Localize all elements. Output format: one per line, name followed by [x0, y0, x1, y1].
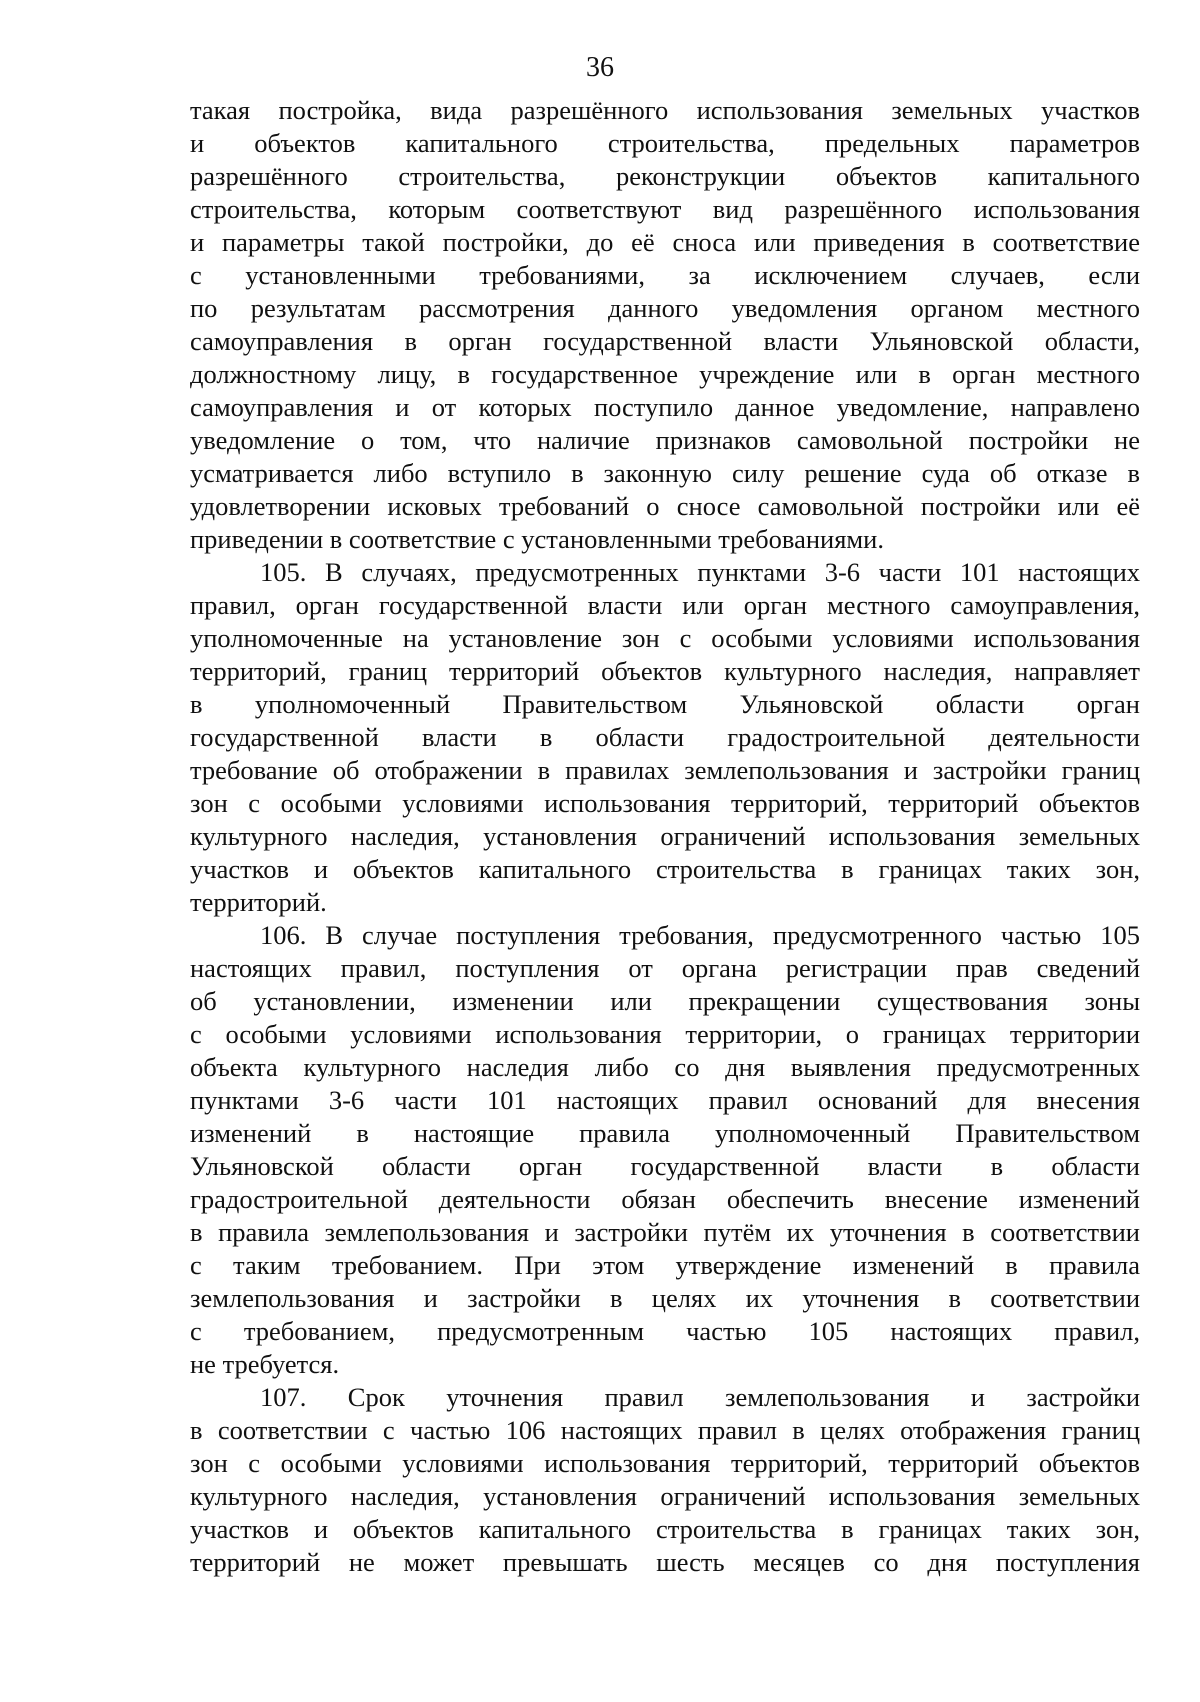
text-line: градостроительной деятельности обязан обеспечить внесение изменений	[190, 1184, 1140, 1214]
text-line: зон с особыми условиями использования территорий, территорий объектов	[190, 1448, 1140, 1478]
text-line: по результатам рассмотрения данного уведомления органом местного	[190, 293, 1140, 323]
text-line: с таким требованием. При этом утверждение изменений в правила	[190, 1250, 1140, 1280]
text-line: строительства, которым соответствуют вид разрешённого использования	[190, 194, 1140, 224]
text-line: и объектов капитального строительства, предельных параметров	[190, 128, 1140, 158]
text-line: культурного наследия, установления ограничений использования земельных	[190, 821, 1140, 851]
text-line: 105. В случаях, предусмотренных пунктами 3-6 части 101 настоящих	[260, 557, 1140, 587]
text-line: Ульяновской области орган государственной власти в области	[190, 1151, 1140, 1181]
text-line: в правила землепользования и застройки путём их уточнения в соответствии	[190, 1217, 1140, 1247]
text-line: с особыми условиями использования территории, о границах территории	[190, 1019, 1140, 1049]
paragraph-105	[190, 556, 1140, 919]
text-line: территорий не может превышать шесть месяцев со дня поступления	[190, 1547, 1140, 1577]
text-line: культурного наследия, установления ограничений использования земельных	[190, 1481, 1140, 1511]
text-line: не требуется.	[190, 1349, 340, 1379]
page-number: 36	[586, 52, 614, 83]
text-line: и параметры такой постройки, до её сноса или приведения в соответствие	[190, 227, 1140, 257]
text-line: приведении в соответствие с установленными требованиями.	[190, 524, 884, 554]
text-line: уведомление о том, что наличие признаков самовольной постройки не	[190, 425, 1140, 455]
text-line: самоуправления и от которых поступило данное уведомление, направлено	[190, 392, 1140, 422]
text-line: землепользования и застройки в целях их уточнения в соответствии	[190, 1283, 1140, 1313]
text-line: настоящих правил, поступления от органа регистрации прав сведений	[190, 953, 1140, 983]
text-line: должностному лицу, в государственное учреждение или в орган местного	[190, 359, 1140, 389]
paragraph-107	[190, 1381, 1140, 1579]
paragraph-continuation	[190, 94, 1140, 556]
text-line: изменений в настоящие правила уполномоченный Правительством	[190, 1118, 1140, 1148]
text-line: пунктами 3-6 части 101 настоящих правил оснований для внесения	[190, 1085, 1140, 1115]
text-line: самоуправления в орган государственной власти Ульяновской области,	[190, 326, 1140, 356]
paragraph-106	[190, 919, 1140, 1381]
text-line: удовлетворении исковых требований о сносе самовольной постройки или её	[190, 491, 1140, 521]
text-line: государственной власти в области градостроительной деятельности	[190, 722, 1140, 752]
text-line: участков и объектов капитального строительства в границах таких зон,	[190, 854, 1140, 884]
document-body	[190, 94, 1140, 1579]
text-line: в соответствии с частью 106 настоящих правил в целях отображения границ	[190, 1415, 1140, 1445]
text-line: требование об отображении в правилах землепользования и застройки границ	[190, 755, 1140, 785]
text-line: 107. Срок уточнения правил землепользования и застройки	[260, 1382, 1140, 1412]
text-line: с требованием, предусмотренным частью 105 настоящих правил,	[190, 1316, 1140, 1346]
text-line: 106. В случае поступления требования, предусмотренного частью 105	[260, 920, 1140, 950]
text-line: объекта культурного наследия либо со дня выявления предусмотренных	[190, 1052, 1140, 1082]
text-line: такая постройка, вида разрешённого использования земельных участков	[190, 95, 1140, 125]
text-line: территорий, границ территорий объектов культурного наследия, направляет	[190, 656, 1140, 686]
text-line: об установлении, изменении или прекращении существования зоны	[190, 986, 1140, 1016]
text-line: территорий.	[190, 887, 327, 917]
text-line: с установленными требованиями, за исключением случаев, если	[190, 260, 1140, 290]
text-line: в уполномоченный Правительством Ульяновской области орган	[190, 689, 1140, 719]
text-line: разрешённого строительства, реконструкции объектов капитального	[190, 161, 1140, 191]
text-line: зон с особыми условиями использования территорий, территорий объектов	[190, 788, 1140, 818]
text-line: уполномоченные на установление зон с особыми условиями использования	[190, 623, 1140, 653]
text-line: правил, орган государственной власти или орган местного самоуправления,	[190, 590, 1140, 620]
text-line: участков и объектов капитального строительства в границах таких зон,	[190, 1514, 1140, 1544]
text-line: усматривается либо вступило в законную силу решение суда об отказе в	[190, 458, 1140, 488]
